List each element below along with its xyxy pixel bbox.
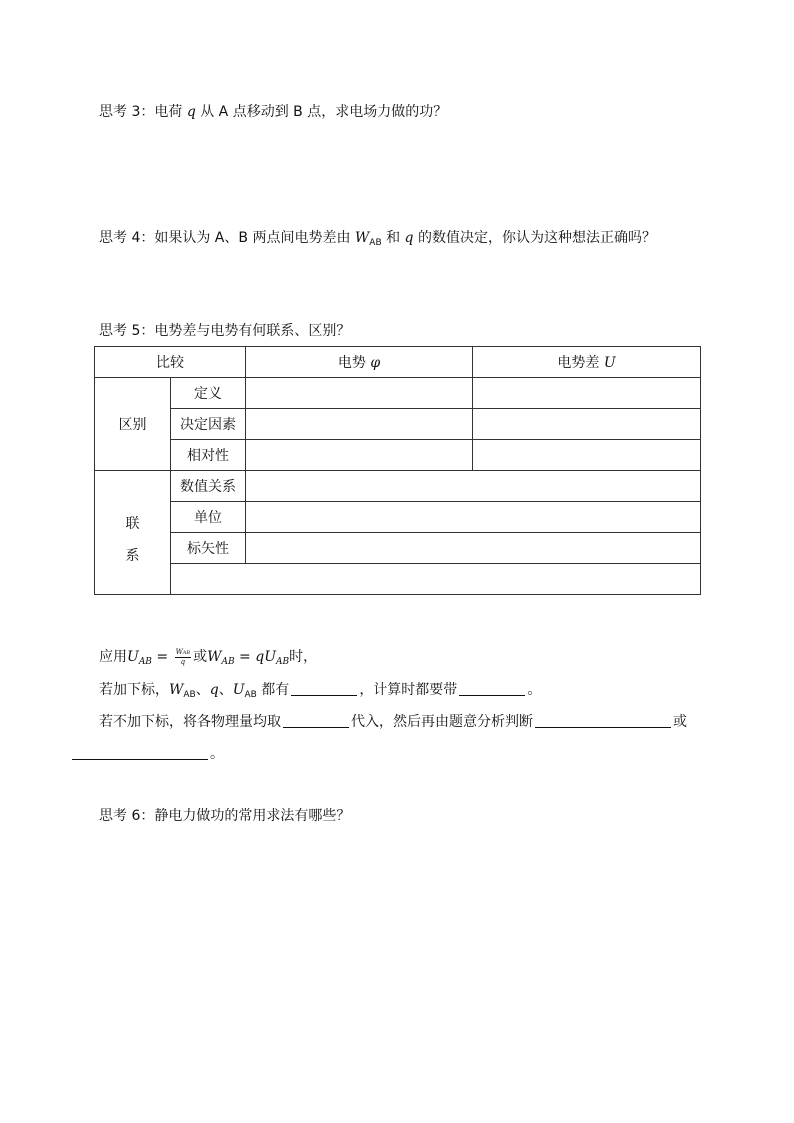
table-row [95,471,701,502]
question-4 [99,228,656,253]
q4-prefix: 思考 4：如果认为 A、B 两点间电势差由 [99,230,355,246]
header-potential-symbol: φ [370,355,381,371]
apply-eq2: = [234,649,256,665]
q3-suffix: 从 A 点移动到 B 点，求电场力做的功？ [195,104,448,120]
p2-text1: 若不加下标，将各物理量均取 [99,714,281,730]
q4-w: W [354,230,370,246]
q5-text: 思考 5：电势差与电势有何联系、区别？ [99,323,351,339]
apply-w-sub: AB [221,657,235,667]
paragraph-without-subscript [99,712,687,732]
row-definition: 定义 [171,378,246,409]
q3-var: q [186,104,196,120]
apply-or: 或 [193,649,208,665]
question-6 [99,806,350,826]
question-3 [99,102,447,122]
group-difference: 区别 [95,378,171,471]
table-row [95,409,701,440]
table-row [95,378,701,409]
cell-empty[interactable] [246,502,701,533]
p1-sep2: 、 [218,682,233,698]
q4-suffix: 的数值决定，你认为这种想法正确吗？ [413,230,656,246]
table-row [95,440,701,471]
p2-end: 。 [210,746,224,762]
p1-w-sub: AB [183,690,196,700]
row-unit: 单位 [171,502,246,533]
q4-w-sub: AB [369,238,382,248]
cell-empty[interactable] [246,378,473,409]
header-diff-label: 电势差 [557,355,604,371]
p1-prefix: 若加下标， [99,682,169,698]
p2-text3: 或 [673,714,687,730]
cell-empty[interactable] [171,564,701,595]
q4-q: q [404,230,414,246]
row-numeric-relation: 数值关系 [171,471,246,502]
table-row [95,502,701,533]
paragraph-with-subscript [99,680,541,705]
paragraph-without-subscript-cont [72,744,224,764]
apply-eq: = [151,649,173,665]
apply-prefix: 应用 [99,649,127,665]
p1-mid: 都有 [256,682,290,698]
row-scalar-vector: 标矢性 [171,533,246,564]
group-connection-1: 联 [125,515,140,532]
row-determining-factor: 决定因素 [171,409,246,440]
blank-1[interactable] [291,681,357,696]
apply-w: W [207,649,222,665]
apply-u-sub: AB [138,657,152,667]
row-relativity: 相对性 [171,440,246,471]
q3-prefix: 思考 3：电荷 [99,104,187,120]
p1-sep1: 、 [195,682,210,698]
header-compare: 比较 [95,347,246,378]
p1-end: 。 [527,682,542,698]
blank-3[interactable] [283,713,349,728]
apply-formula-line [99,644,317,675]
blank-4[interactable] [535,713,671,728]
cell-empty[interactable] [473,409,701,440]
table-header-row [95,347,701,378]
blank-5[interactable] [72,745,208,760]
frac-w-sub: AB [182,650,191,656]
frac-w: W [175,648,183,656]
q4-mid: 和 [381,230,405,246]
table-row [95,564,701,595]
apply-qu-sub: AB [276,657,290,667]
p1-w: W [169,682,184,698]
table-row [95,533,701,564]
p1-u-sub: AB [244,690,257,700]
blank-2[interactable] [459,681,525,696]
p1-u: U [232,682,245,698]
p2-text2: 代入，然后再由题意分析判断 [351,714,533,730]
cell-empty[interactable] [473,440,701,471]
group-connection-2: 系 [125,547,140,564]
p1-mid2: ，计算时都要带 [359,682,458,698]
fraction-numerator [175,648,192,658]
comparison-table [94,346,701,595]
question-5 [99,321,350,341]
header-potential-label: 电势 [337,355,371,371]
apply-fraction [175,648,192,666]
group-connection [95,471,171,595]
header-potential-difference [473,347,701,378]
cell-empty[interactable] [473,378,701,409]
fraction-denominator: q [180,658,186,666]
cell-empty[interactable] [246,409,473,440]
cell-empty[interactable] [246,440,473,471]
apply-suffix: 时， [289,649,318,665]
cell-empty[interactable] [246,533,701,564]
header-potential [246,347,473,378]
apply-u: U [127,649,139,665]
q6-text: 思考 6：静电力做功的常用求法有哪些？ [99,808,351,824]
p1-q: q [209,682,219,698]
apply-qu: qU [255,649,276,665]
cell-empty[interactable] [246,471,701,502]
header-diff-symbol: U [603,355,616,371]
